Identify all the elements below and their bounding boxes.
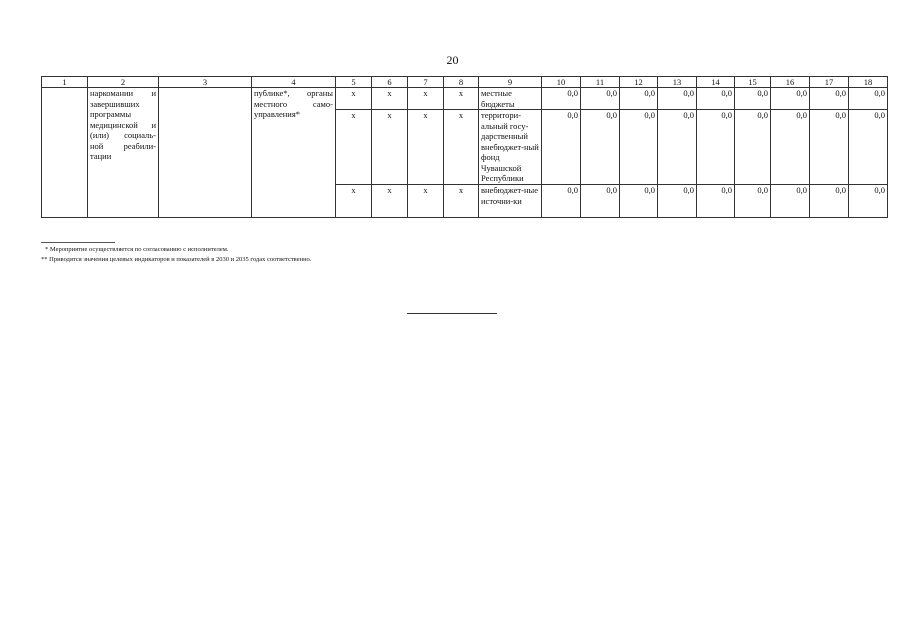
mark-cell: х [444,185,479,218]
col-header: 8 [444,77,479,88]
value-cell: 0,0 [581,88,620,110]
col-header: 10 [542,77,581,88]
value-cell: 0,0 [581,185,620,218]
footnote-divider [41,242,115,243]
value-cell: 0,0 [658,185,697,218]
value-cell: 0,0 [849,110,888,185]
footnote-2: ** Приводятся значения целевых индикаторов и показателей в 2030 и 2035 годах соответственно. [41,256,312,263]
value-cell: 0,0 [849,185,888,218]
value-cell: 0,0 [810,88,849,110]
col-header: 2 [88,77,159,88]
value-cell: 0,0 [735,185,771,218]
col-header: 17 [810,77,849,88]
table-row [42,88,888,110]
col-header: 12 [620,77,658,88]
mark-cell: х [372,110,408,185]
value-cell: 0,0 [697,110,735,185]
mark-cell: х [336,185,372,218]
col-header: 6 [372,77,408,88]
mark-cell: х [444,110,479,185]
value-cell: 0,0 [697,185,735,218]
value-cell: 0,0 [542,88,581,110]
value-cell: 0,0 [849,88,888,110]
mark-cell: х [408,185,444,218]
mark-cell: х [372,185,408,218]
col-header: 18 [849,77,888,88]
footnote-1: * Мероприятие осуществляется по согласованию с исполнителем. [45,246,229,253]
mark-cell: х [408,110,444,185]
value-cell: 0,0 [542,185,581,218]
cell-col1 [42,88,88,218]
value-cell: 0,0 [810,185,849,218]
funding-source: местные бюджеты [479,88,542,110]
mark-cell: х [444,88,479,110]
column-number-row [42,77,888,88]
value-cell: 0,0 [581,110,620,185]
col-header: 5 [336,77,372,88]
value-cell: 0,0 [542,110,581,185]
mark-cell: х [336,88,372,110]
data-table [41,76,888,218]
value-cell: 0,0 [620,185,658,218]
mark-cell: х [408,88,444,110]
funding-source: территори-альный госу-дарственный внебюджет-ный фонд Чувашской Республики [479,110,542,185]
value-cell: 0,0 [771,110,810,185]
mark-cell: х [372,88,408,110]
page-number: 20 [446,53,459,67]
col-header: 13 [658,77,697,88]
value-cell: 0,0 [810,110,849,185]
value-cell: 0,0 [771,185,810,218]
col-header: 11 [581,77,620,88]
col-header: 16 [771,77,810,88]
col-header: 9 [479,77,542,88]
value-cell: 0,0 [658,110,697,185]
col-header: 14 [697,77,735,88]
col-header: 15 [735,77,771,88]
col-header: 3 [159,77,252,88]
col-header: 1 [42,77,88,88]
value-cell: 0,0 [735,110,771,185]
col-header: 7 [408,77,444,88]
value-cell: 0,0 [658,88,697,110]
document-end-line [407,313,497,314]
col-header: 4 [252,77,336,88]
funding-source: внебюджет-ные источни-ки [479,185,542,218]
value-cell: 0,0 [620,88,658,110]
event-description: наркомании и завершивших программы медицинской и (или) социаль-ной реабили-тации [88,88,159,218]
mark-cell: х [336,110,372,185]
value-cell: 0,0 [735,88,771,110]
value-cell: 0,0 [620,110,658,185]
cell-col3 [159,88,252,218]
executors: публике*, органы местного само-управления* [252,88,336,218]
value-cell: 0,0 [697,88,735,110]
value-cell: 0,0 [771,88,810,110]
